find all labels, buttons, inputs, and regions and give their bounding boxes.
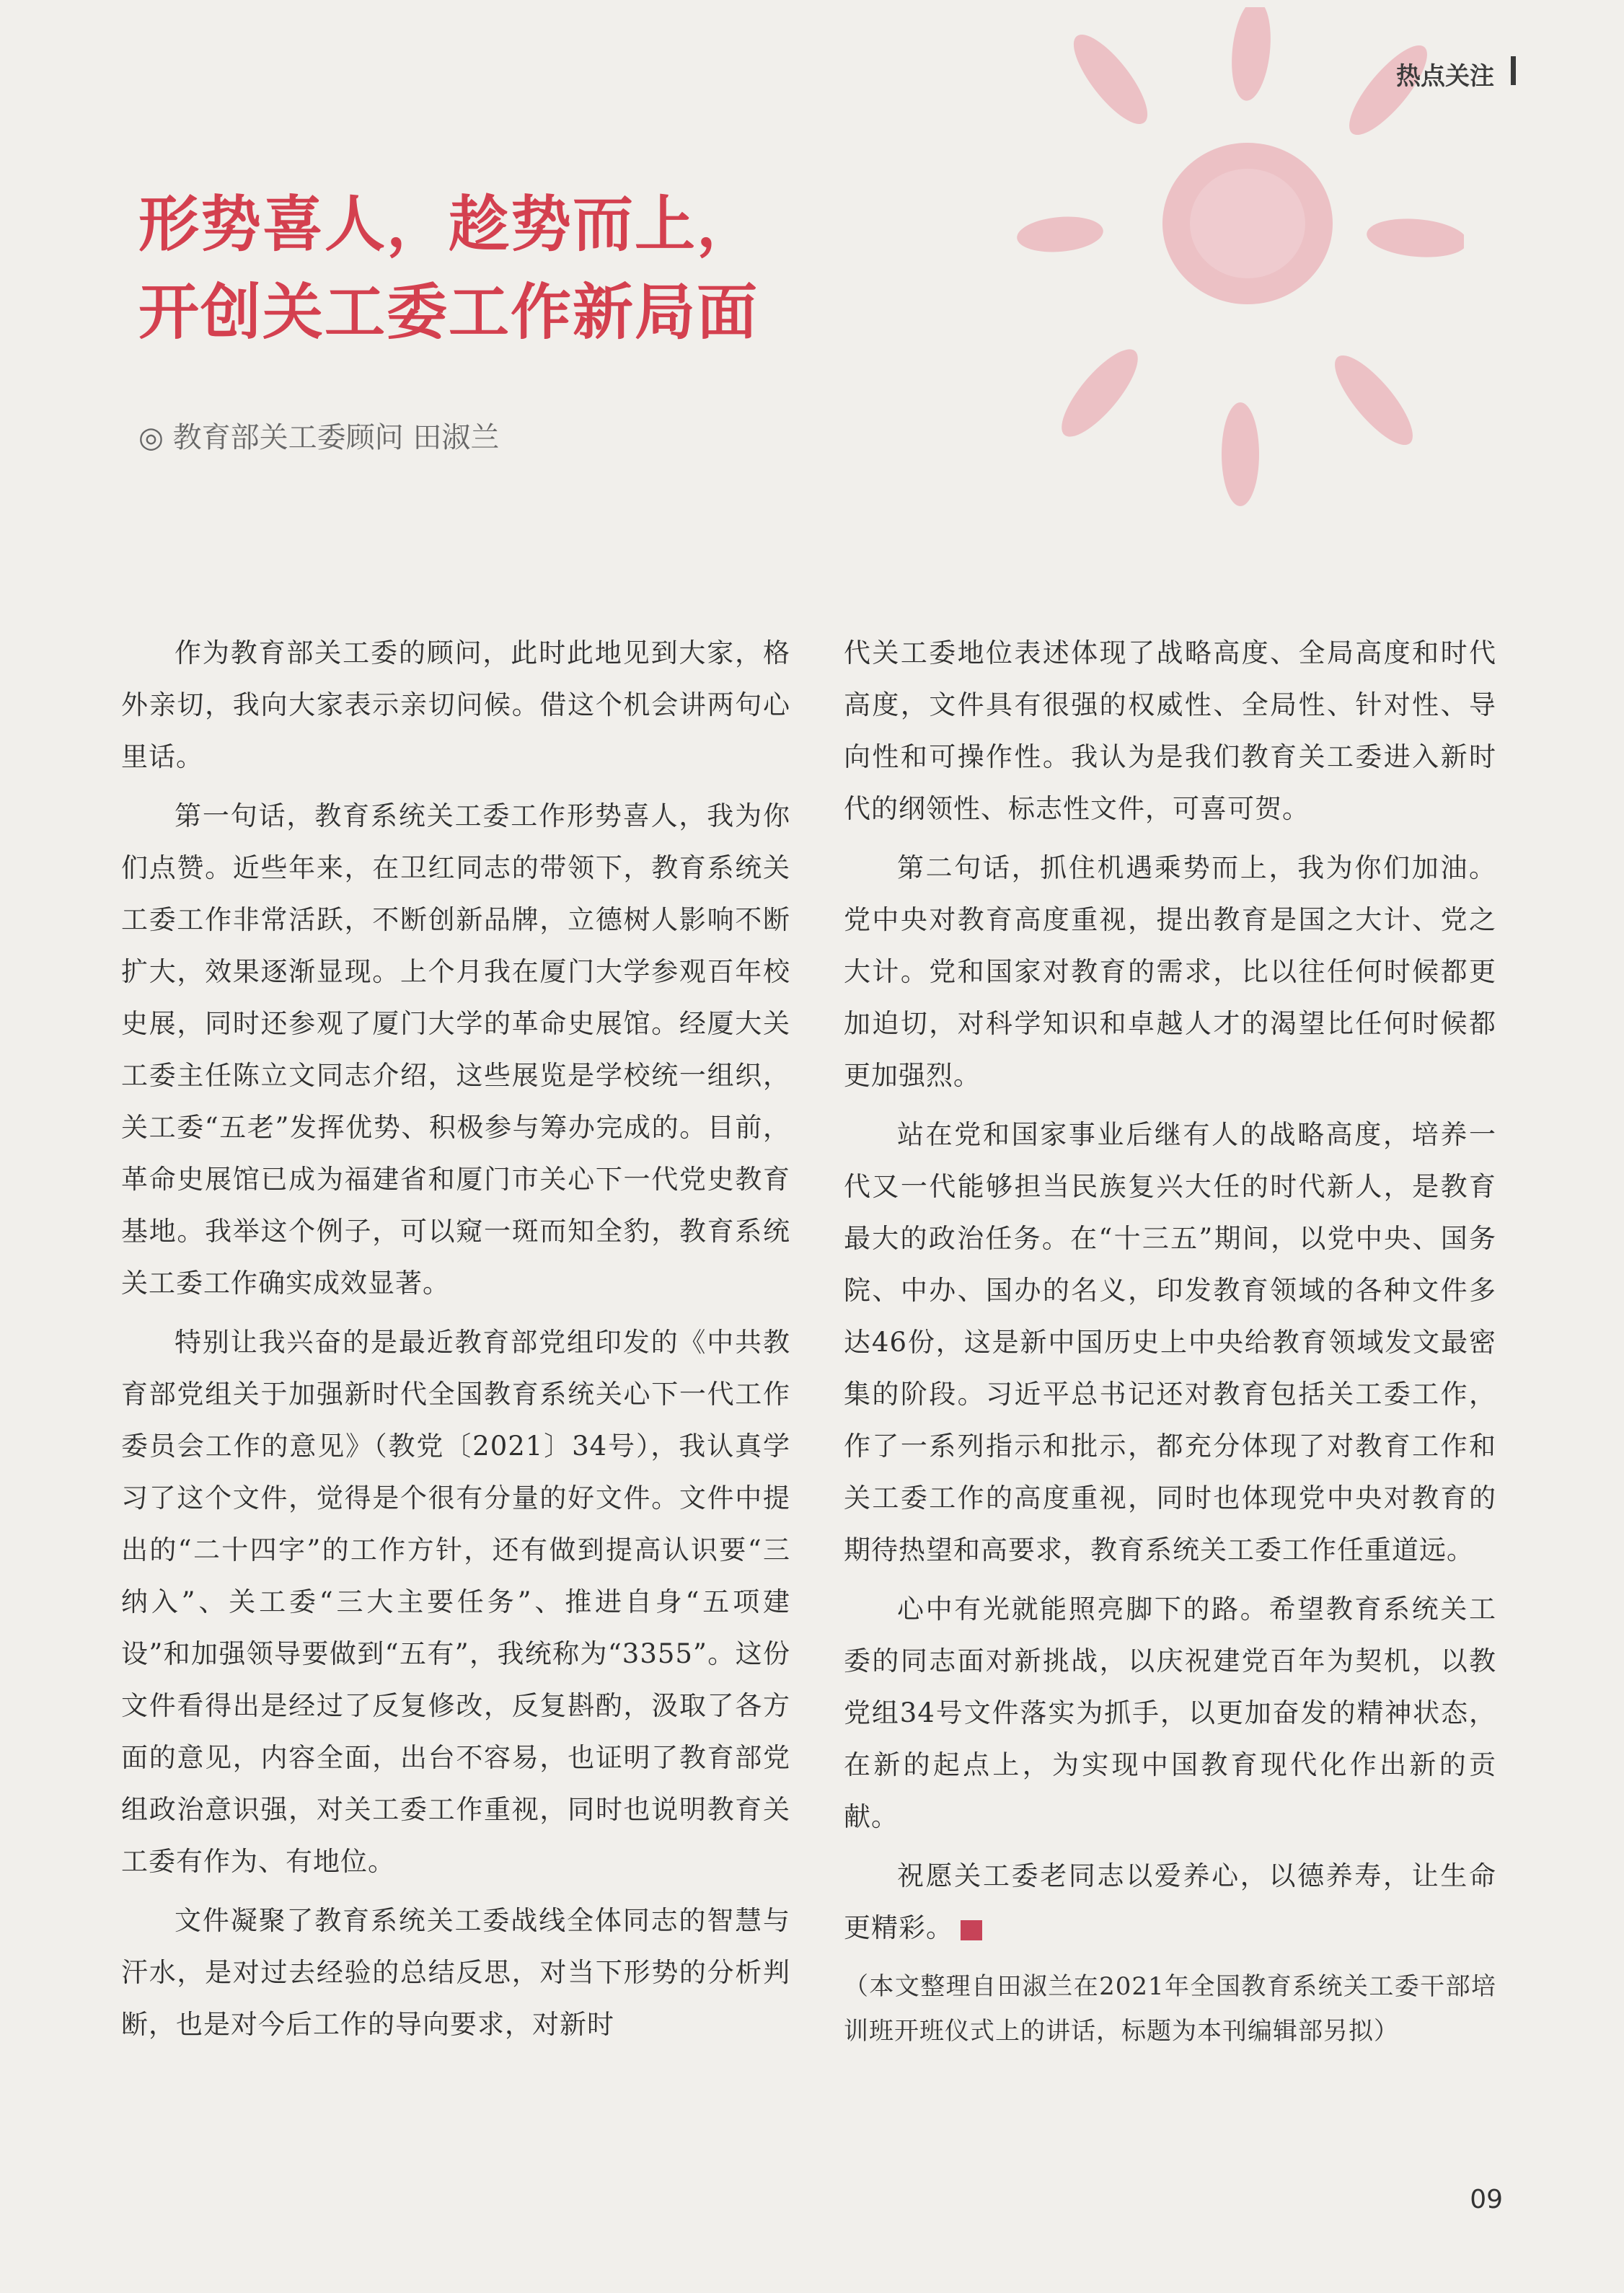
article-title (138, 180, 759, 356)
paragraph: 心中有光就能照亮脚下的路。希望教育系统关工委的同志面对新挑战，以庆祝建党百年为契机，以教党组34号文件落实为抓手，以更加奋发的精神状态，在新的起点上，为实现中国教育现代化作出新的贡献。 (844, 1594, 1496, 1832)
paragraph: 文件凝聚了教育系统关工委战线全体同志的智慧与汗水，是对过去经验的总结反思，对当下形势的分析判断，也是对今后工作的导向要求，对新时 (121, 1905, 790, 2040)
paragraph: 第一句话，教育系统关工委工作形势喜人，我为你们点赞。近些年来，在卫红同志的带领下，教育系统关工委工作非常活跃，不断创新品牌，立德树人影响不断扩大，效果逐渐显现。上个月我在厦门大学参观百年校史展，同时还参观了厦门大学的革命史展馆。经厦大关工委主任陈立文同志介绍，这些展览是学校统一组织，关工委“五老”发挥优势、积极参与筹办完成的。目前，革命史展馆已成为福建省和厦门市关心下一代党史教育基地。我举这个例子，可以窥一斑而知全豹，教育系统关工委工作确实成效显著。 (121, 800, 790, 1299)
closing-text: 祝愿关工委老同志以爱养心，以德养寿，让生命更精彩。 (844, 1860, 1496, 1943)
closing-paragraph (844, 1850, 1496, 1954)
left-column (121, 627, 790, 2058)
paragraph: 第二句话，抓住机遇乘势而上，我为你们加油。党中央对教育高度重视，提出教育是国之大计、党之大计。党和国家对教育的需求，比以往任何时候都更加迫切，对科学知识和卓越人才的渴望比任何时候都更加强烈。 (844, 852, 1496, 1091)
article-title-line-1: 形势喜人，趁势而上， (138, 188, 759, 260)
end-mark-icon (961, 1920, 982, 1940)
section-label-bar (1511, 56, 1516, 85)
paragraph: 作为教育部关工委的顾问，此时此地见到大家，格外亲切，我向大家表示亲切问候。借这个机会讲两句心里话。 (121, 637, 790, 772)
page-number: 09 (1470, 2185, 1503, 2214)
paragraph-continuation: 代关工委地位表述体现了战略高度、全局高度和时代高度，文件具有很强的权威性、全局性、针对性、导向性和可操作性。我认为是我们教育关工委进入新时代的纲领性、标志性文件，可喜可贺。 (844, 637, 1496, 824)
paragraph: 站在党和国家事业后继有人的战略高度，培养一代又一代能够担当民族复兴大任的时代新人，是教育最大的政治任务。在“十三五”期间，以党中央、国务院、中办、国办的名义，印发教育领域的各种文件多达46份，这是新中国历史上中央给教育领域发文最密集的阶段。习近平总书记还对教育包括关工委工作，作了一系列指示和批示，都充分体现了对教育工作和关工委工作的高度重视，同时也体现党中央对教育的期待热望和高要求，教育系统关工委工作任重道远。 (844, 1119, 1496, 1565)
paragraph: 特别让我兴奋的是最近教育部党组印发的《中共教育部党组关于加强新时代全国教育系统关心下一代工作委员会工作的意见》（教党〔2021〕34号），我认真学习了这个文件，觉得是个很有分量的好文件。文件中提出的“二十四字”的工作方针，还有做到提高认识要“三纳入”、关工委“三大主要任务”、推进自身“五项建设”和加强领导要做到“五有”，我统称为“3355”。这份文件看得出是经过了反复修改，反复斟酌，汲取了各方面的意见，内容全面，出台不容易，也证明了教育部党组政治意识强，对关工委工作重视，同时也说明教育关工委有作为、有地位。 (121, 1327, 790, 1877)
article-title-line-2: 开创关工委工作新局面 (138, 276, 759, 348)
editor-note: （本文整理自田淑兰在2021年全国教育系统关工委干部培训班开班仪式上的讲话，标题为本刊编辑部另拟） (844, 1972, 1496, 2046)
right-column (844, 627, 1496, 2061)
sun-decoration-icon (1002, 7, 1464, 519)
section-label: 热点关注 (1396, 62, 1494, 91)
article-byline: ◎ 教育部关工委顾问 田淑兰 (138, 421, 500, 454)
